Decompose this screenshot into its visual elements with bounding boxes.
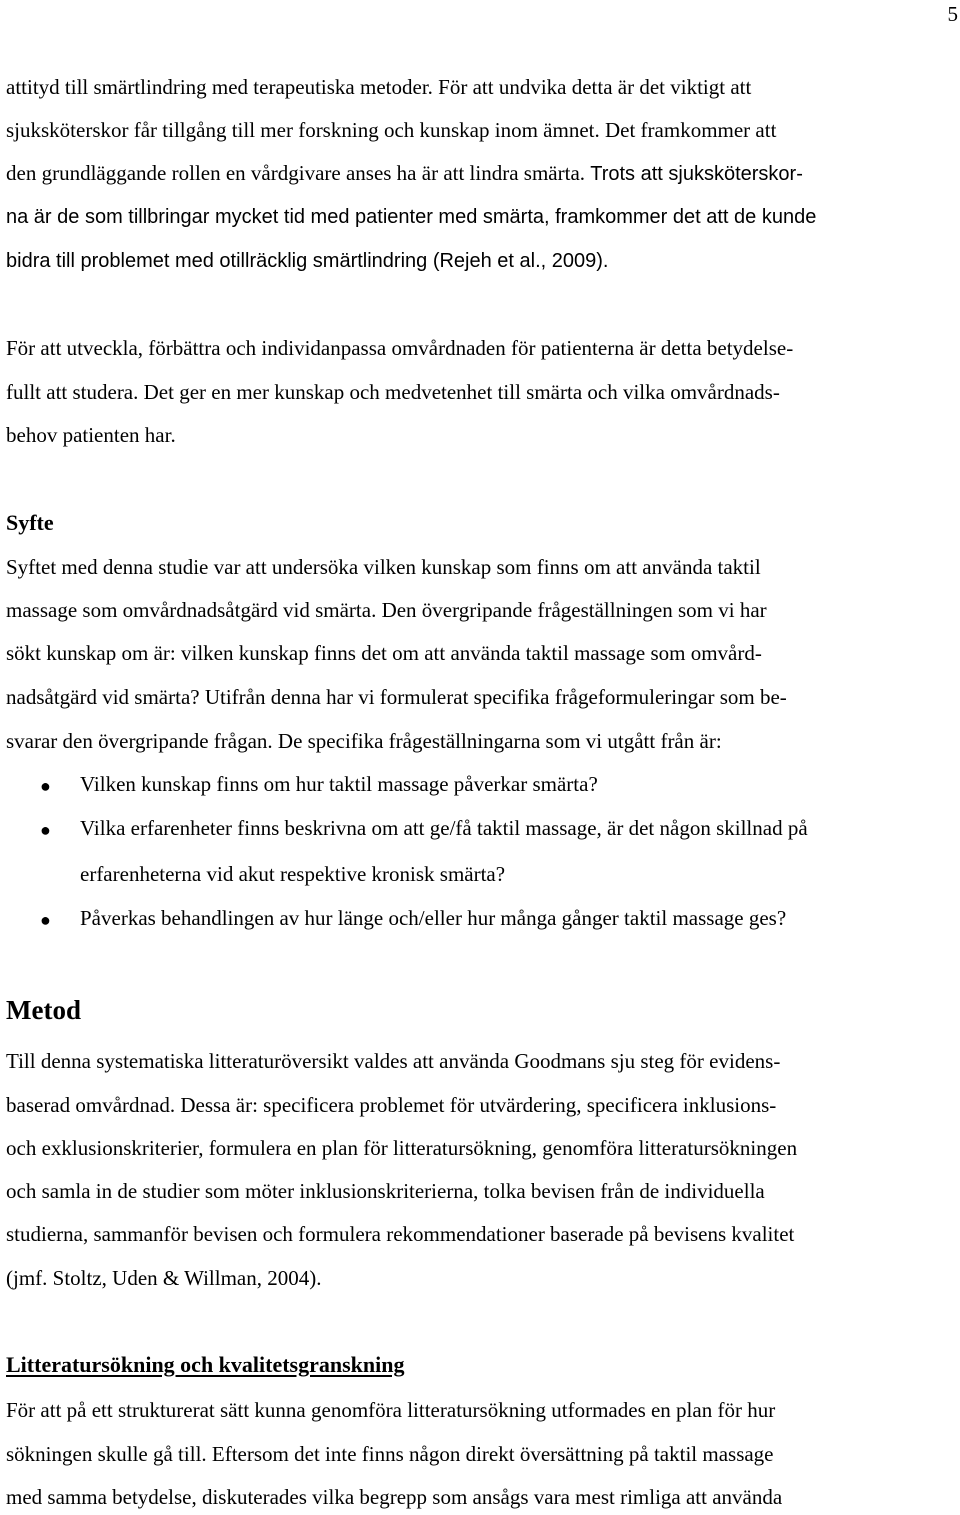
syfte-line-5: svarar den övergripande frågan. De specifika frågeställningarna som vi utgått från är:	[6, 729, 722, 753]
bullet-item-1: Vilken kunskap finns om hur taktil massage påverkar smärta?	[80, 772, 598, 796]
syfte-heading: Syfte	[6, 510, 54, 535]
metod-line-6: (jmf. Stoltz, Uden & Willman, 2004).	[6, 1266, 322, 1290]
bullet-item-3: Påverkas behandlingen av hur länge och/eller hur många gånger taktil massage ges?	[80, 906, 787, 930]
metod-heading: Metod	[6, 995, 81, 1025]
intro-line-5: bidra till problemet med otillräcklig smärtlindring (Rejeh et al., 2009).	[6, 250, 609, 272]
metod-line-1: Till denna systematiska litteraturöversikt valdes att använda Goodmans sju steg för evidens-	[6, 1049, 781, 1073]
intro-line-3	[6, 160, 803, 187]
motivation-line-1: För att utveckla, förbättra och individanpassa omvårdnaden för patienterna är detta betydelse-	[6, 336, 794, 360]
page-number: 5	[947, 2, 958, 26]
metod-line-5: studierna, sammanför bevisen och formulera rekommendationer baserade på bevisens kvalitet	[6, 1222, 795, 1246]
intro-line-2: sjuksköterskor får tillgång till mer forskning och kunskap inom ämnet. Det framkommer att	[6, 118, 777, 142]
bullet-marker: ●	[40, 820, 51, 840]
intro-line-3-sans: Trots att sjuksköterskor-	[585, 163, 803, 185]
intro-line-3-serif: den grundläggande rollen en vårdgivare anses ha är att lindra smärta.	[6, 161, 586, 185]
metod-line-3: och exklusionskriterier, formulera en plan för litteratursökning, genomföra litteratursökningen	[6, 1136, 798, 1160]
bullet-item-2-continued: erfarenheterna vid akut respektive kronisk smärta?	[80, 862, 506, 886]
syfte-line-3: sökt kunskap om är: vilken kunskap finns det om att använda taktil massage som omvård-	[6, 641, 762, 665]
bullet-item-2: Vilka erfarenheter finns beskrivna om att ge/få taktil massage, är det någon skillnad på	[80, 816, 808, 840]
litteratursokning-line-3: med samma betydelse, diskuterades vilka begrepp som ansågs vara mest rimliga att använda	[6, 1485, 783, 1509]
litteratursokning-line-2: sökningen skulle gå till. Eftersom det inte finns någon direkt översättning på taktil massage	[6, 1442, 774, 1466]
metod-line-4: och samla in de studier som möter inklusionskriterierna, tolka bevisen från de individuella	[6, 1179, 765, 1203]
litteratursokning-heading: Litteratursökning och kvalitetsgranskning	[6, 1352, 405, 1377]
motivation-line-2: fullt att studera. Det ger en mer kunskap och medvetenhet till smärta och vilka omvårdnads-	[6, 380, 780, 404]
motivation-line-3: behov patienten har.	[6, 423, 176, 447]
intro-line-1: attityd till smärtlindring med terapeutiska metoder. För att undvika detta är det viktigt att	[6, 75, 752, 99]
syfte-line-1: Syftet med denna studie var att undersöka vilken kunskap som finns om att använda taktil	[6, 555, 761, 579]
bullet-marker: ●	[40, 776, 51, 796]
metod-line-2: baserad omvårdnad. Dessa är: specificera problemet för utvärdering, specificera inklusions-	[6, 1093, 777, 1117]
syfte-line-2: massage som omvårdnadsåtgärd vid smärta. Den övergripande frågeställningen som vi har	[6, 598, 767, 622]
litteratursokning-line-1: För att på ett strukturerat sätt kunna genomföra litteratursökning utformades en plan för hur	[6, 1398, 776, 1422]
syfte-line-4: nadsåtgärd vid smärta? Utifrån denna har vi formulerat specifika frågeformuleringar som be-	[6, 685, 787, 709]
intro-line-4: na är de som tillbringar mycket tid med patienter med smärta, framkommer det att de kunde	[6, 206, 817, 228]
bullet-marker: ●	[40, 910, 51, 930]
